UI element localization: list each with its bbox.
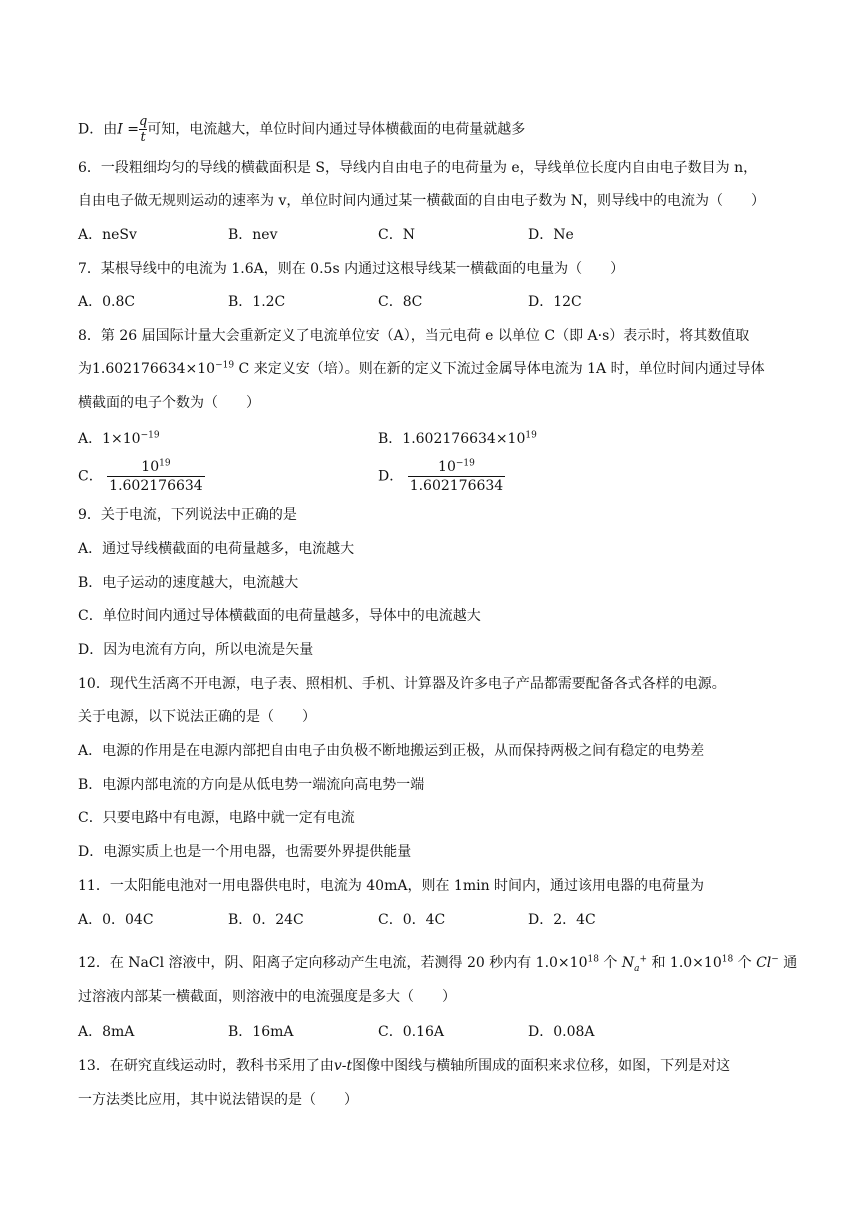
q8-c-numerator bbox=[107, 458, 205, 476]
q12-na-charge: + bbox=[639, 954, 648, 965]
q8-b-label: B． bbox=[378, 431, 403, 447]
q12-cl-symbol: Cl bbox=[756, 955, 772, 971]
q8-d-num-exp: −19 bbox=[455, 458, 475, 469]
q13-part-a: 13．在研究直线运动时，教科书采用了由 bbox=[78, 1058, 334, 1074]
q8-d-num-base: 10 bbox=[438, 459, 456, 475]
q12-part-b: 个 bbox=[598, 955, 622, 971]
q8-c-fraction bbox=[107, 458, 205, 495]
q8-stem-line-2 bbox=[78, 359, 765, 379]
q5-d-frac-num: q bbox=[138, 114, 148, 129]
q9-option-b: B．电子运动的速度越大，电流越大 bbox=[78, 575, 299, 591]
q10-option-d: D．电源实质上也是一个用电器，也需要外界提供能量 bbox=[78, 844, 412, 860]
q13-part-b: 图像中图线与横轴所围成的面积来求位移，如图，下列是对这 bbox=[352, 1058, 731, 1074]
q11-option-c: C．0．4C bbox=[378, 912, 446, 928]
q8-stem-line-3: 横截面的电子个数为（ ） bbox=[78, 395, 260, 411]
q9-option-a: A．通过导线横截面的电荷量越多，电流越大 bbox=[78, 541, 355, 557]
q5-d-frac-den: t bbox=[140, 130, 146, 145]
q8-option-b bbox=[378, 429, 537, 449]
q12-na-sub: a bbox=[634, 963, 640, 974]
q8-c-num-base: 10 bbox=[141, 459, 160, 475]
q6-option-a: A．neSv bbox=[78, 227, 137, 243]
q8-a-exp: −19 bbox=[140, 430, 160, 441]
q8-d-label: D． bbox=[378, 468, 404, 485]
q8-d-denominator: 1.602176634 bbox=[409, 478, 504, 494]
q12-part-c: 和 1.0×10 bbox=[647, 955, 722, 971]
q11-option-b: B．0．24C bbox=[228, 912, 304, 928]
q6-option-c: C．N bbox=[378, 227, 415, 243]
q8-exponent: −19 bbox=[215, 360, 235, 371]
q9-option-c: C．单位时间内通过导体横截面的电荷量越多，导体中的电流越大 bbox=[78, 608, 481, 624]
q8-c-num-exp: 19 bbox=[159, 458, 171, 469]
q8-d-fraction bbox=[408, 458, 506, 495]
q8-d-numerator bbox=[408, 458, 506, 476]
q8-a-base: 1×10 bbox=[102, 431, 141, 447]
q7-option-a: A．0.8C bbox=[78, 294, 136, 310]
q6-option-d: D．Ne bbox=[528, 227, 574, 243]
q8-option-d bbox=[378, 458, 505, 495]
q8-stem-2-part-b: C 来定义安（培）。则在新的定义下流过金属导体电流为 1A 时，单位时间内通过导体 bbox=[234, 361, 765, 377]
q13-t: t bbox=[346, 1058, 353, 1074]
q9-option-d: D．因为电流有方向，所以电流是矢量 bbox=[78, 642, 314, 658]
q10-option-c: C．只要电路中有电源，电路中就一定有电流 bbox=[78, 810, 355, 826]
q8-option-c bbox=[78, 458, 205, 495]
q12-option-d: D．0.08A bbox=[528, 1024, 595, 1040]
q5-d-label: D．由 bbox=[78, 121, 118, 138]
q7-option-d: D．12C bbox=[528, 294, 582, 310]
q12-option-b: B．16mA bbox=[228, 1024, 294, 1040]
q10-option-a: A．电源的作用是在电源内部把自由电子由负极不断地搬运到正极，从而保持两极之间有稳定的电势差 bbox=[78, 743, 705, 759]
q10-stem-line-1: 10．现代生活离不开电源，电子表、照相机、手机、计算器及许多电子产品都需要配备各式各样的电源。 bbox=[78, 676, 726, 692]
q5-option-d bbox=[78, 114, 525, 145]
q9-stem: 9．关于电流，下列说法中正确的是 bbox=[78, 507, 297, 523]
q13-stem-line-2: 一方法类比应用，其中说法错误的是（ ） bbox=[78, 1092, 358, 1108]
q12-part-d: 个 bbox=[733, 955, 757, 971]
q11-option-d: D．2．4C bbox=[528, 912, 596, 928]
q11-option-a: A．0．04C bbox=[78, 912, 154, 928]
q8-c-denominator: 1.602176634 bbox=[109, 478, 203, 494]
q7-stem: 7．某根导线中的电流为 1.6A，则在 0.5s 内通过这根导线某一横截面的电量为（ ） bbox=[78, 261, 625, 277]
q11-stem: 11．一太阳能电池对一用电器供电时，电流为 40mA，则在 1min 时间内，通过该用电器的电荷量为 bbox=[78, 878, 705, 894]
q6-stem-line-1: 6．一段粗细均匀的导线的横截面积是 S，导线内自由电子的电荷量为 e，导线单位长度内自由电子数目为 n， bbox=[78, 160, 758, 176]
q8-stem-2-part-a: 为1.602176634×10 bbox=[78, 361, 216, 377]
q12-exp-1: 18 bbox=[587, 954, 599, 965]
q5-d-formula-lhs: I = bbox=[117, 121, 139, 138]
q12-part-e: 通 bbox=[778, 955, 798, 971]
q12-exp-2: 18 bbox=[721, 954, 734, 965]
q7-option-c: C．8C bbox=[378, 294, 423, 310]
q12-part-a: 12．在 NaCl 溶液中，阴、阳离子定向移动产生电流，若测得 20 秒内有 1.0×10 bbox=[78, 955, 588, 971]
q8-b-base: 1.602176634×10 bbox=[402, 431, 526, 447]
q8-a-label: A． bbox=[78, 431, 103, 447]
q10-stem-line-2: 关于电源，以下说法正确的是（ ） bbox=[78, 709, 316, 725]
q7-option-b: B．1.2C bbox=[228, 294, 286, 310]
q13-stem-line-1 bbox=[78, 1056, 730, 1076]
q12-option-a: A．8mA bbox=[78, 1024, 135, 1040]
q13-v: v bbox=[333, 1058, 342, 1074]
q6-stem-line-2: 自由电子做无规则运动的速率为 v，单位时间内通过某一横截面的自由电子数为 N，则导线中的电流为（ ） bbox=[78, 193, 766, 209]
q13-dash: - bbox=[341, 1058, 347, 1074]
q8-c-label: C． bbox=[78, 468, 103, 485]
q5-d-text: 可知，电流越大，单位时间内通过导体横截面的电荷量就越多 bbox=[147, 121, 526, 138]
q8-b-exp: 19 bbox=[525, 430, 537, 441]
q6-option-b: B．nev bbox=[228, 227, 278, 243]
q8-stem-line-1: 8．第 26 届国际计量大会重新定义了电流单位安（A），当元电荷 e 以单位 C（即 A·s）表示时，将其数值取 bbox=[78, 328, 750, 344]
q12-stem-line-2: 过溶液内部某一横截面，则溶液中的电流强度是多大（ ） bbox=[78, 989, 456, 1005]
q12-option-c: C．0.16A bbox=[378, 1024, 444, 1040]
q12-cl-charge: − bbox=[771, 954, 779, 965]
q12-stem-line-1 bbox=[78, 953, 797, 973]
q8-option-a bbox=[78, 429, 160, 449]
q12-na-symbol: N bbox=[621, 955, 635, 971]
q10-option-b: B．电源内部电流的方向是从低电势一端流向高电势一端 bbox=[78, 777, 425, 793]
